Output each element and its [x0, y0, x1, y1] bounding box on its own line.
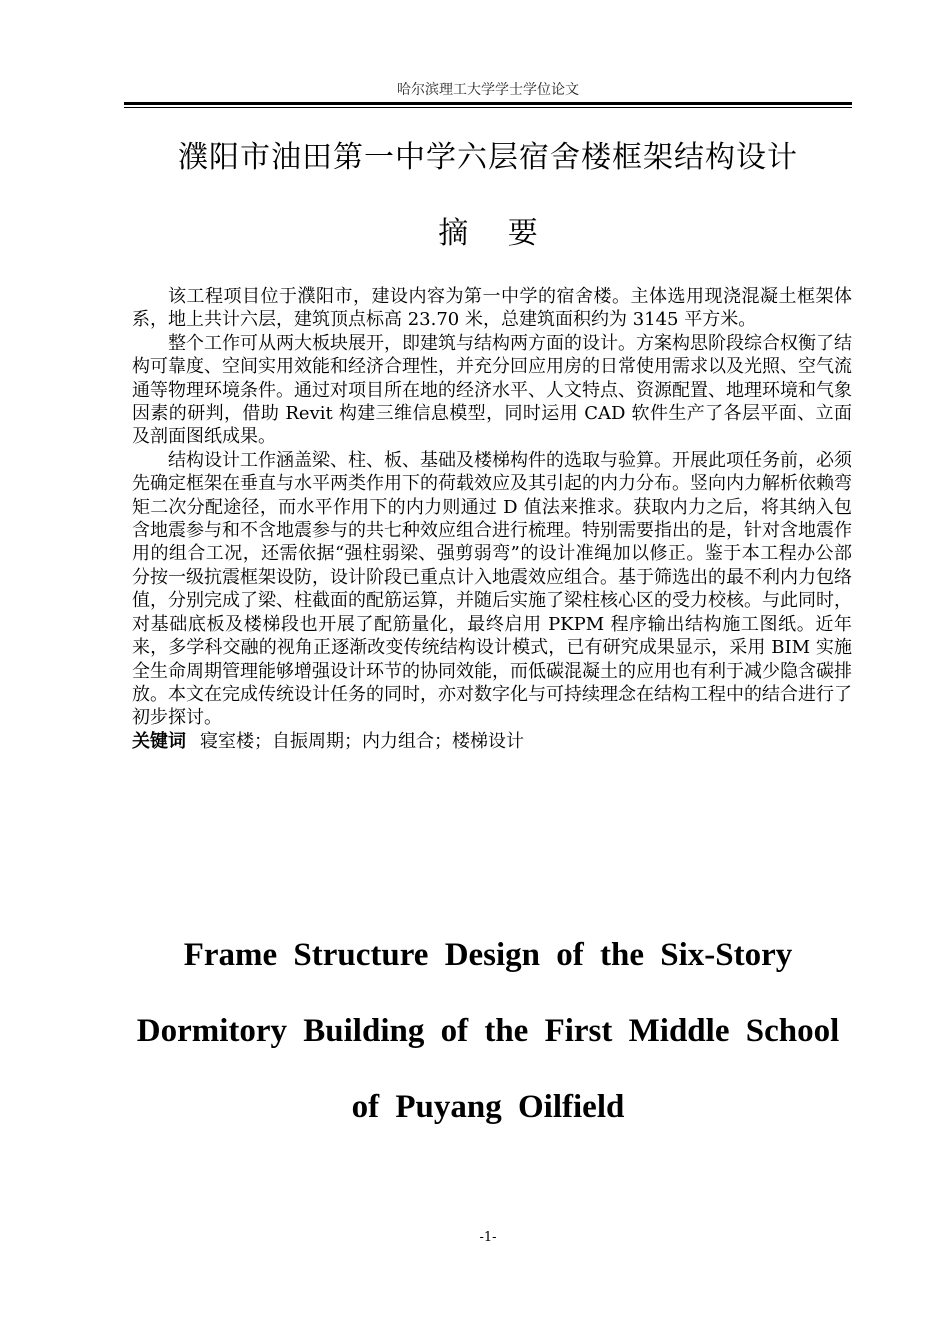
- abstract-paragraph-2: 整个工作可从两大板块展开，即建筑与结构两方面的设计。方案构思阶段综合权衡了结构可靠度、空间实用效能和经济合理性，并充分回应用房的日常使用需求以及光照、空气流通等物理环境条件。通过对项目所在地的经济水平、人文特点、资源配置、地理环境和气象因素的研判，借助 Revit 构建三维信息模型，同时运用 CAD 软件生产了各层平面、立面及剖面图纸成果。: [132, 332, 852, 448]
- header-rule-thin: [124, 107, 852, 108]
- chinese-title: 濮阳市油田第一中学六层宿舍楼框架结构设计: [178, 140, 798, 175]
- keywords-line: [132, 730, 852, 753]
- keywords-label: 关键词: [132, 730, 186, 752]
- abstract-paragraph-1: 该工程项目位于濮阳市，建设内容为第一中学的宿舍楼。主体选用现浇混凝土框架体系，地上共计六层，建筑顶点标高 23.70 米，总建筑面积约为 3145 平方米。: [132, 286, 852, 331]
- abstract-heading: 摘 要: [438, 216, 538, 251]
- abstract-paragraph-3: 结构设计工作涵盖梁、柱、板、基础及楼梯构件的选取与验算。开展此项任务前，必须先确定框架在垂直与水平两类作用下的荷载效应及其引起的内力分布。竖向内力解析依赖弯矩二次分配途径，而水平作用下的内力则通过 D 值法来推求。获取内力之后，将其纳入包含地震参与和不含地震参与的共七种效应组合进行梳理。特别需要指出的是，针对含地震作用的组合工况，还需依据“强柱弱梁、强剪弱弯”的设计准绳加以修正。鉴于本工程办公部分按一级抗震框架设防，设计阶段已重点计入地震效应组合。基于筛选出的最不利内力包络值，分别完成了梁、柱截面的配筋运算，并随后实施了梁柱核心区的受力校核。与此同时，对基础底板及楼梯段也开展了配筋量化，最终启用 PKPM 程序输出结构施工图纸。近年来，多学科交融的视角正逐渐改变传统结构设计模式，已有研究成果显示，采用 BIM 实施全生命周期管理能够增强设计环节的协同效能，而低碳混凝土的应用也有利于减少隐含碳排放。本文在完成传统设计任务的同时，亦对数字化与可持续理念在结构工程中的结合进行了初步探讨。: [132, 449, 852, 729]
- english-title-line-3: of Puyang Oilfield: [351, 1089, 625, 1125]
- english-title-line-1: Frame Structure Design of the Six-Story: [183, 937, 793, 973]
- header-rule-thick: [124, 102, 852, 105]
- english-title-line-2: Dormitory Building of the First Middle School: [136, 1013, 840, 1049]
- page-number: -1-: [479, 1230, 497, 1245]
- english-title: [130, 930, 846, 1158]
- keywords-text: 寝室楼；自振周期；内力组合；楼梯设计: [200, 730, 524, 752]
- abstract-body: [132, 285, 852, 753]
- running-header: 哈尔滨理工大学学士学位论文: [397, 82, 579, 98]
